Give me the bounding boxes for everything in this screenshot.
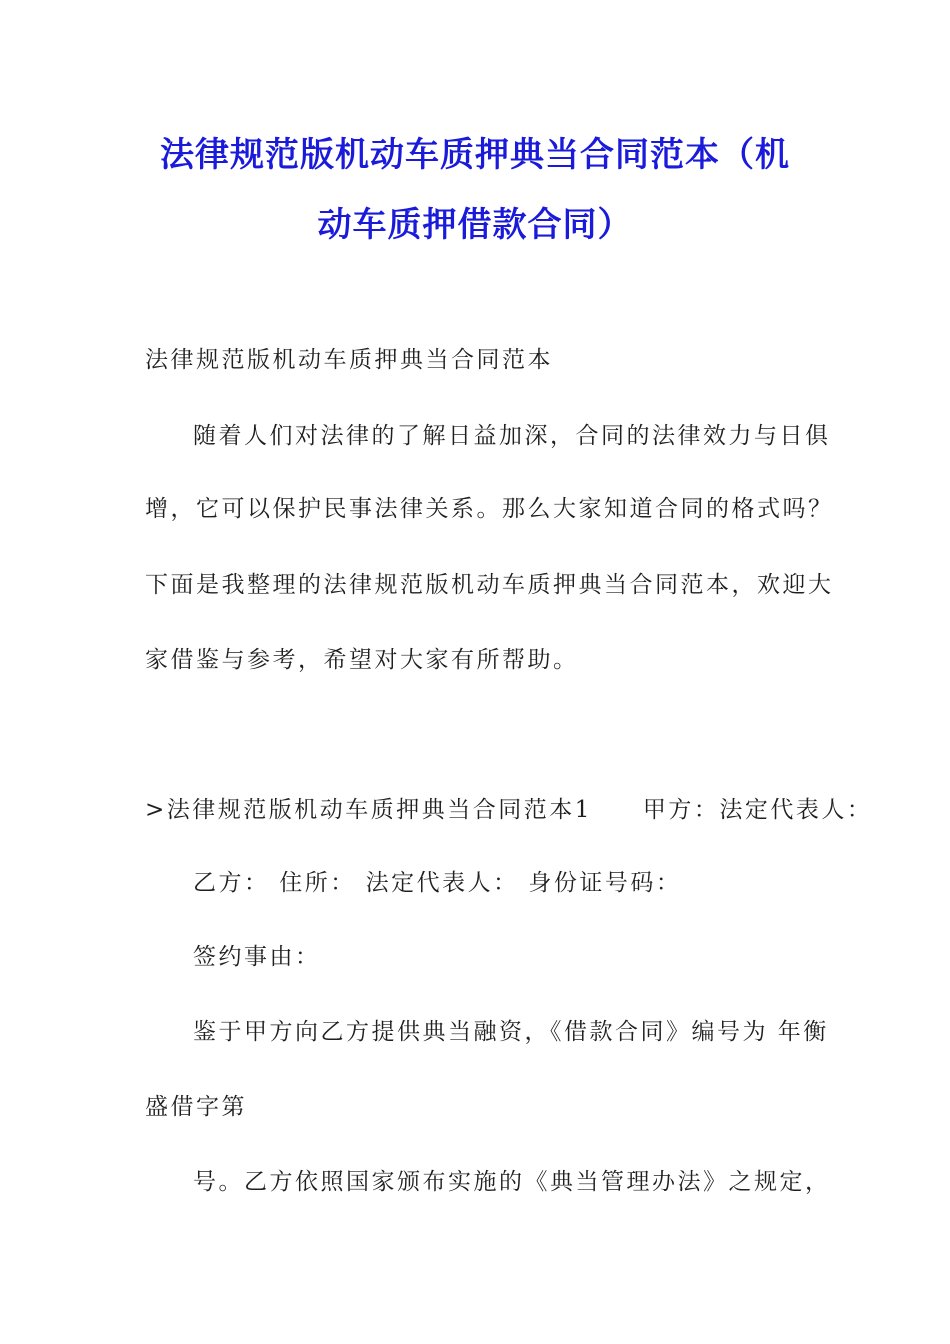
signing-reason: 签约事由： xyxy=(193,944,321,970)
clause-line-3: 号。乙方依照国家颁布实施的《典当管理办法》之规定， xyxy=(193,1169,831,1195)
clause-line-2: 盛借字第 xyxy=(145,1094,247,1120)
clause-line-1: 鉴于甲方向乙方提供典当融资，《借款合同》编号为 年衡 xyxy=(193,1019,829,1045)
subtitle: 法律规范版机动车质押典当合同范本 xyxy=(145,347,553,373)
intro-line-4: 家借鉴与参考，希望对大家有所帮助。 xyxy=(145,647,579,673)
party-b-line: 乙方： 住所： 法定代表人： 身份证号码： xyxy=(193,870,682,896)
document-title-line-1: 法律规范版机动车质押典当合同范本（机 xyxy=(160,135,790,175)
section-heading: >法律规范版机动车质押典当合同范本1 甲方：法定代表人： xyxy=(145,797,873,823)
document-title-line-2: 动车质押借款合同） xyxy=(317,205,633,245)
intro-line-2: 增，它可以保护民事法律关系。那么大家知道合同的格式吗？ xyxy=(145,496,834,522)
intro-line-3: 下面是我整理的法律规范版机动车质押典当合同范本，欢迎大 xyxy=(145,572,834,598)
intro-line-1: 随着人们对法律的了解日益加深，合同的法律效力与日俱 xyxy=(193,423,831,449)
